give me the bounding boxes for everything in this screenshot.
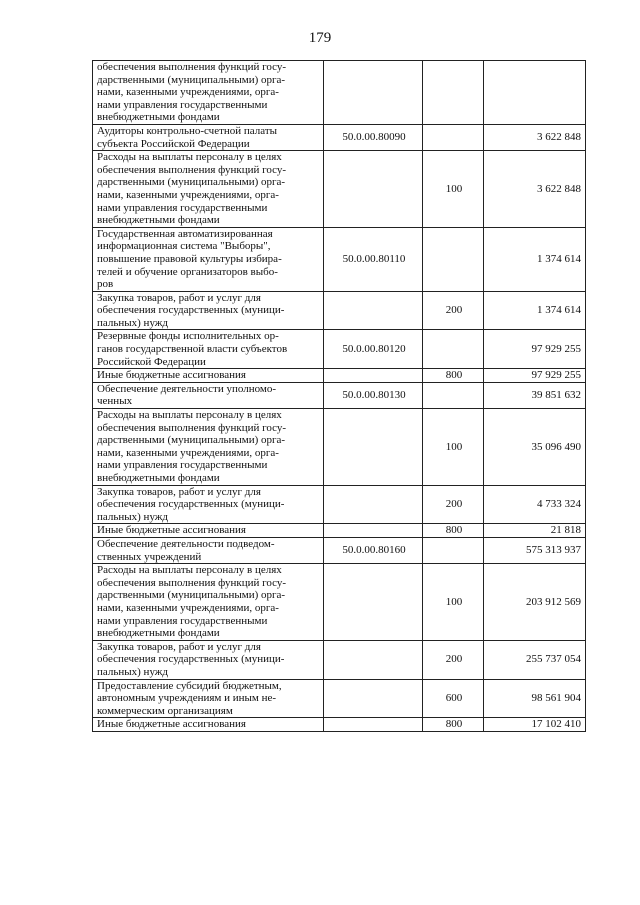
expense-type-code [423, 227, 484, 291]
expense-name-cell [93, 382, 324, 408]
expense-name: Предоставление субсидий бюджетным, автономным учреждениям и иным не- коммерческим организациям [97, 679, 282, 717]
table-row [93, 330, 586, 369]
expense-name: Иные бюджетные ассигнования [97, 369, 246, 382]
expense-name-cell [93, 409, 324, 486]
table-row [93, 485, 586, 524]
expense-name: Обеспечение деятельности подведом- ственных учреждений [97, 537, 275, 563]
expense-name-cell [93, 227, 324, 291]
expense-name-cell [93, 679, 324, 718]
target-article-code: 50.0.00.80120 [324, 330, 423, 369]
amount-value: 3 622 848 [484, 151, 586, 228]
target-article-code [324, 718, 423, 732]
expense-name: обеспечения выполнения функций госу- дарственными (муниципальными) орга- нами, казенными учреждениями, орга- нами управления государственными внебюджетными фондами [97, 61, 287, 124]
expense-type-code [423, 124, 484, 150]
expense-type-code: 800 [423, 524, 484, 538]
expense-name: Закупка товаров, работ и услуг для обеспечения государственных (муници- пальных) нужд [97, 485, 285, 523]
expense-type-code: 100 [423, 151, 484, 228]
expense-type-code: 200 [423, 485, 484, 524]
table-row [93, 227, 586, 291]
amount-value: 1 374 614 [484, 291, 586, 330]
expense-name-cell [93, 151, 324, 228]
table-row [93, 564, 586, 641]
expense-name-cell [93, 564, 324, 641]
amount-value: 1 374 614 [484, 227, 586, 291]
expense-type-code [423, 382, 484, 408]
expense-type-code [423, 330, 484, 369]
expense-name: Государственная автоматизированная информационная система "Выборы", повышение правовой культуры избира- телей и обучение организаторов выбо- ров [97, 227, 282, 291]
expense-name-cell [93, 61, 324, 125]
expense-name-cell [93, 330, 324, 369]
page-number: 179 [308, 30, 332, 46]
expense-type-code: 800 [423, 369, 484, 383]
expense-name-cell [93, 640, 324, 679]
table-row [93, 718, 586, 732]
target-article-code: 50.0.00.80160 [324, 537, 423, 563]
target-article-code [324, 564, 423, 641]
amount-value [484, 61, 586, 125]
expense-name: Резервные фонды исполнительных ор- ганов государственной власти субъектов Российской Федерации [97, 330, 288, 368]
target-article-code [324, 679, 423, 718]
table-row [93, 151, 586, 228]
amount-value: 17 102 410 [484, 718, 586, 732]
target-article-code [324, 485, 423, 524]
expense-name-cell [93, 537, 324, 563]
expense-name: Расходы на выплаты персоналу в целях обеспечения выполнения функций госу- дарственными (муниципальными) орга- нами, казенными учреждениями, орга- нами управления государственными внебюджетными фондами [97, 151, 287, 227]
expense-name: Расходы на выплаты персоналу в целях обеспечения выполнения функций госу- дарственными (муниципальными) орга- нами, казенными учреждениями, орга- нами управления государственными внебюджетными фондами [97, 409, 287, 484]
table-row [93, 537, 586, 563]
expense-type-code: 100 [423, 564, 484, 641]
expense-name-cell [93, 524, 324, 538]
budget-table-body [93, 61, 586, 732]
target-article-code [324, 409, 423, 486]
expense-name-cell [93, 369, 324, 383]
target-article-code: 50.0.00.80110 [324, 227, 423, 291]
target-article-code [324, 291, 423, 330]
target-article-code [324, 151, 423, 228]
amount-value: 4 733 324 [484, 485, 586, 524]
expense-name-cell [93, 718, 324, 732]
amount-value: 97 929 255 [484, 330, 586, 369]
amount-value: 98 561 904 [484, 679, 586, 718]
amount-value: 255 737 054 [484, 640, 586, 679]
expense-type-code [423, 61, 484, 125]
target-article-code [324, 369, 423, 383]
table-row [93, 291, 586, 330]
amount-value: 35 096 490 [484, 409, 586, 486]
target-article-code [324, 61, 423, 125]
table-row [93, 382, 586, 408]
table-row [93, 679, 586, 718]
table-row [93, 369, 586, 383]
amount-value: 39 851 632 [484, 382, 586, 408]
expense-name-cell [93, 291, 324, 330]
target-article-code [324, 524, 423, 538]
target-article-code [324, 640, 423, 679]
budget-table [92, 60, 586, 732]
amount-value: 97 929 255 [484, 369, 586, 383]
expense-type-code: 200 [423, 291, 484, 330]
table-row [93, 409, 586, 486]
expense-name: Иные бюджетные ассигнования [97, 718, 246, 731]
expense-name: Иные бюджетные ассигнования [97, 524, 246, 537]
expense-name: Расходы на выплаты персоналу в целях обеспечения выполнения функций госу- дарственными (муниципальными) орга- нами, казенными учреждениями, орга- нами управления государственными внебюджетными фондами [97, 564, 287, 640]
expense-type-code: 600 [423, 679, 484, 718]
expense-name: Закупка товаров, работ и услуг для обеспечения государственных (муници- пальных) нужд [97, 291, 285, 329]
amount-value: 3 622 848 [484, 124, 586, 150]
expense-name-cell [93, 124, 324, 150]
expense-type-code [423, 537, 484, 563]
table-row [93, 640, 586, 679]
expense-type-code: 100 [423, 409, 484, 486]
expense-type-code: 800 [423, 718, 484, 732]
amount-value: 575 313 937 [484, 537, 586, 563]
table-row [93, 524, 586, 538]
amount-value: 203 912 569 [484, 564, 586, 641]
target-article-code: 50.0.00.80130 [324, 382, 423, 408]
expense-name-cell [93, 485, 324, 524]
expense-name: Аудиторы контрольно-счетной палаты субъекта Российской Федерации [97, 124, 278, 150]
table-row [93, 124, 586, 150]
expense-name: Обеспечение деятельности уполномо- ченных [97, 382, 277, 408]
expense-name: Закупка товаров, работ и услуг для обеспечения государственных (муници- пальных) нужд [97, 640, 285, 678]
target-article-code: 50.0.00.80090 [324, 124, 423, 150]
table-row [93, 61, 586, 125]
expense-type-code: 200 [423, 640, 484, 679]
amount-value: 21 818 [484, 524, 586, 538]
